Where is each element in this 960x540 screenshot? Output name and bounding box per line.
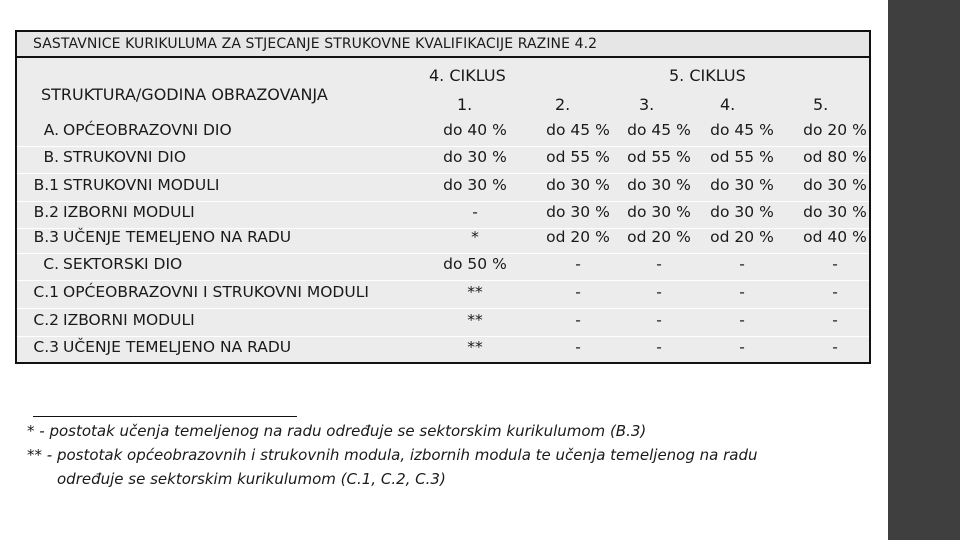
row-name: STRUKOVNI MODULI <box>63 176 220 194</box>
row-value: - <box>832 311 838 329</box>
row-separator <box>17 173 869 174</box>
row-name: UČENJE TEMELJENO NA RADU <box>63 338 292 356</box>
footnote-2-continued: određuje se sektorskim kurikulumom (C.1, C.2, C.3) <box>57 470 446 488</box>
row-code: B.3 <box>33 228 59 246</box>
row-value: - <box>739 255 745 273</box>
row-value: - <box>656 283 662 301</box>
row-value: do 50 % <box>443 255 507 273</box>
cycle-4-header: 4. CIKLUS <box>429 66 506 85</box>
row-code: B.1 <box>33 176 59 194</box>
row-value: - <box>575 311 581 329</box>
row-code: C. <box>43 255 59 273</box>
row-value: do 30 % <box>803 203 867 221</box>
row-value: * <box>471 228 479 246</box>
row-value: do 45 % <box>710 121 774 139</box>
row-value: do 20 % <box>803 121 867 139</box>
row-separator <box>17 201 869 202</box>
row-code: A. <box>43 121 59 139</box>
row-value: - <box>739 283 745 301</box>
row-value: - <box>472 203 478 221</box>
row-code: B.2 <box>33 203 59 221</box>
footnote-1: * - postotak učenja temeljenog na radu određuje se sektorskim kurikulumom (B.3) <box>27 422 647 440</box>
curriculum-table <box>15 58 871 364</box>
row-value: - <box>832 338 838 356</box>
row-separator <box>17 280 869 281</box>
row-name: SEKTORSKI DIO <box>63 255 183 273</box>
year-header: 2. <box>555 95 571 114</box>
year-header: 4. <box>720 95 736 114</box>
row-code: B. <box>43 148 59 166</box>
row-value: do 30 % <box>627 176 691 194</box>
row-value: do 30 % <box>710 203 774 221</box>
row-name: IZBORNI MODULI <box>63 311 195 329</box>
footnote-rule <box>33 416 297 417</box>
row-name: OPĆEOBRAZOVNI I STRUKOVNI MODULI <box>63 283 369 301</box>
row-code: C.3 <box>33 338 59 356</box>
footnote-2: ** - postotak općeobrazovnih i strukovnih modula, izbornih modula te učenja temeljenog na radu <box>27 446 758 464</box>
row-value: - <box>656 255 662 273</box>
row-value: od 80 % <box>803 148 867 166</box>
row-value: ** <box>467 338 483 356</box>
row-value: od 55 % <box>546 148 610 166</box>
row-separator <box>17 336 869 337</box>
row-name: IZBORNI MODULI <box>63 203 195 221</box>
year-header: 1. <box>457 95 473 114</box>
row-value: - <box>575 283 581 301</box>
row-value: - <box>575 255 581 273</box>
row-value: - <box>832 283 838 301</box>
row-code: C.1 <box>33 283 59 301</box>
row-value: - <box>739 338 745 356</box>
table-title: SASTAVNICE KURIKULUMA ZA STJECANJE STRUKOVNE KVALIFIKACIJE RAZINE 4.2 <box>33 36 598 52</box>
row-value: do 30 % <box>710 176 774 194</box>
row-name: UČENJE TEMELJENO NA RADU <box>63 228 292 246</box>
row-code: C.2 <box>33 311 59 329</box>
row-value: - <box>832 255 838 273</box>
year-header: 5. <box>813 95 829 114</box>
row-value: ** <box>467 311 483 329</box>
cycle-5-header: 5. CIKLUS <box>669 66 746 85</box>
row-value: od 20 % <box>627 228 691 246</box>
row-value: - <box>739 311 745 329</box>
row-separator <box>17 146 869 147</box>
row-value: do 45 % <box>627 121 691 139</box>
row-value: od 20 % <box>546 228 610 246</box>
row-value: od 55 % <box>710 148 774 166</box>
row-value: ** <box>467 283 483 301</box>
row-separator <box>17 308 869 309</box>
row-value: - <box>575 338 581 356</box>
year-header: 3. <box>639 95 655 114</box>
row-value: do 40 % <box>443 121 507 139</box>
row-value: - <box>656 311 662 329</box>
row-value: do 30 % <box>627 203 691 221</box>
row-name: OPĆEOBRAZOVNI DIO <box>63 121 232 139</box>
row-value: do 30 % <box>546 176 610 194</box>
row-value: do 30 % <box>443 148 507 166</box>
row-value: od 20 % <box>710 228 774 246</box>
row-separator <box>17 253 869 254</box>
row-value: - <box>656 338 662 356</box>
row-value: do 30 % <box>546 203 610 221</box>
table-title-bar <box>15 30 871 58</box>
row-value: od 55 % <box>627 148 691 166</box>
row-value: od 40 % <box>803 228 867 246</box>
row-name: STRUKOVNI DIO <box>63 148 187 166</box>
right-sidebar <box>888 0 960 540</box>
row-value: do 30 % <box>443 176 507 194</box>
row-value: do 45 % <box>546 121 610 139</box>
structure-header: STRUKTURA/GODINA OBRAZOVANJA <box>41 85 328 104</box>
row-value: do 30 % <box>803 176 867 194</box>
